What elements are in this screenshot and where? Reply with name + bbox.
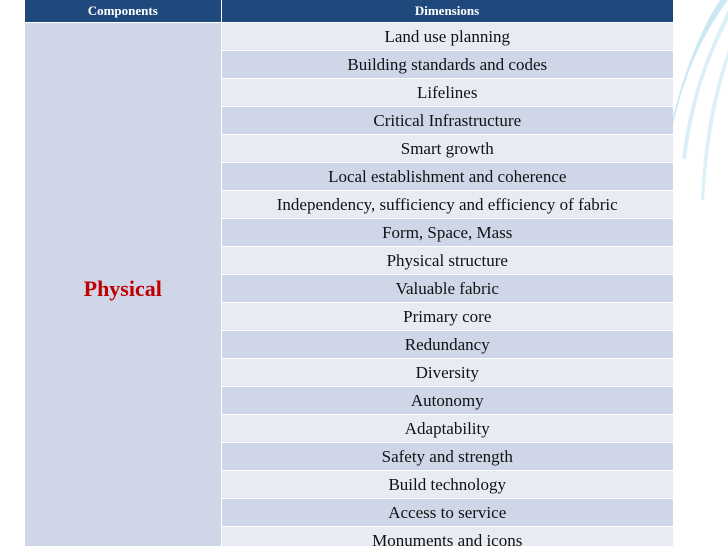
dimension-cell: Diversity [221,359,673,387]
table-header-row [25,0,673,23]
table-row [25,23,673,51]
components-dimensions-table [25,0,674,546]
decorative-swoosh [668,0,728,546]
component-physical: Physical [25,23,221,546]
dimension-cell: Physical structure [221,247,673,275]
dimension-cell: Primary core [221,303,673,331]
dimension-cell: Valuable fabric [221,275,673,303]
dimension-cell: Adaptability [221,415,673,443]
header-dimensions: Dimensions [221,0,673,23]
dimension-cell: Land use planning [221,23,673,51]
dimension-cell: Autonomy [221,387,673,415]
header-components: Components [25,0,221,23]
dimension-cell: Build technology [221,471,673,499]
dimension-cell: Local establishment and coherence [221,163,673,191]
dimension-cell: Redundancy [221,331,673,359]
dimension-cell: Form, Space, Mass [221,219,673,247]
dimension-cell: Smart growth [221,135,673,163]
dimension-cell: Safety and strength [221,443,673,471]
dimension-cell: Access to service [221,499,673,527]
dimension-cell: Independency, sufficiency and efficiency of fabric [221,191,673,219]
table-body [25,23,673,546]
dimension-cell: Critical Infrastructure [221,107,673,135]
dimension-cell: Monuments and icons [221,527,673,546]
dimension-cell: Lifelines [221,79,673,107]
dimension-cell: Building standards and codes [221,51,673,79]
